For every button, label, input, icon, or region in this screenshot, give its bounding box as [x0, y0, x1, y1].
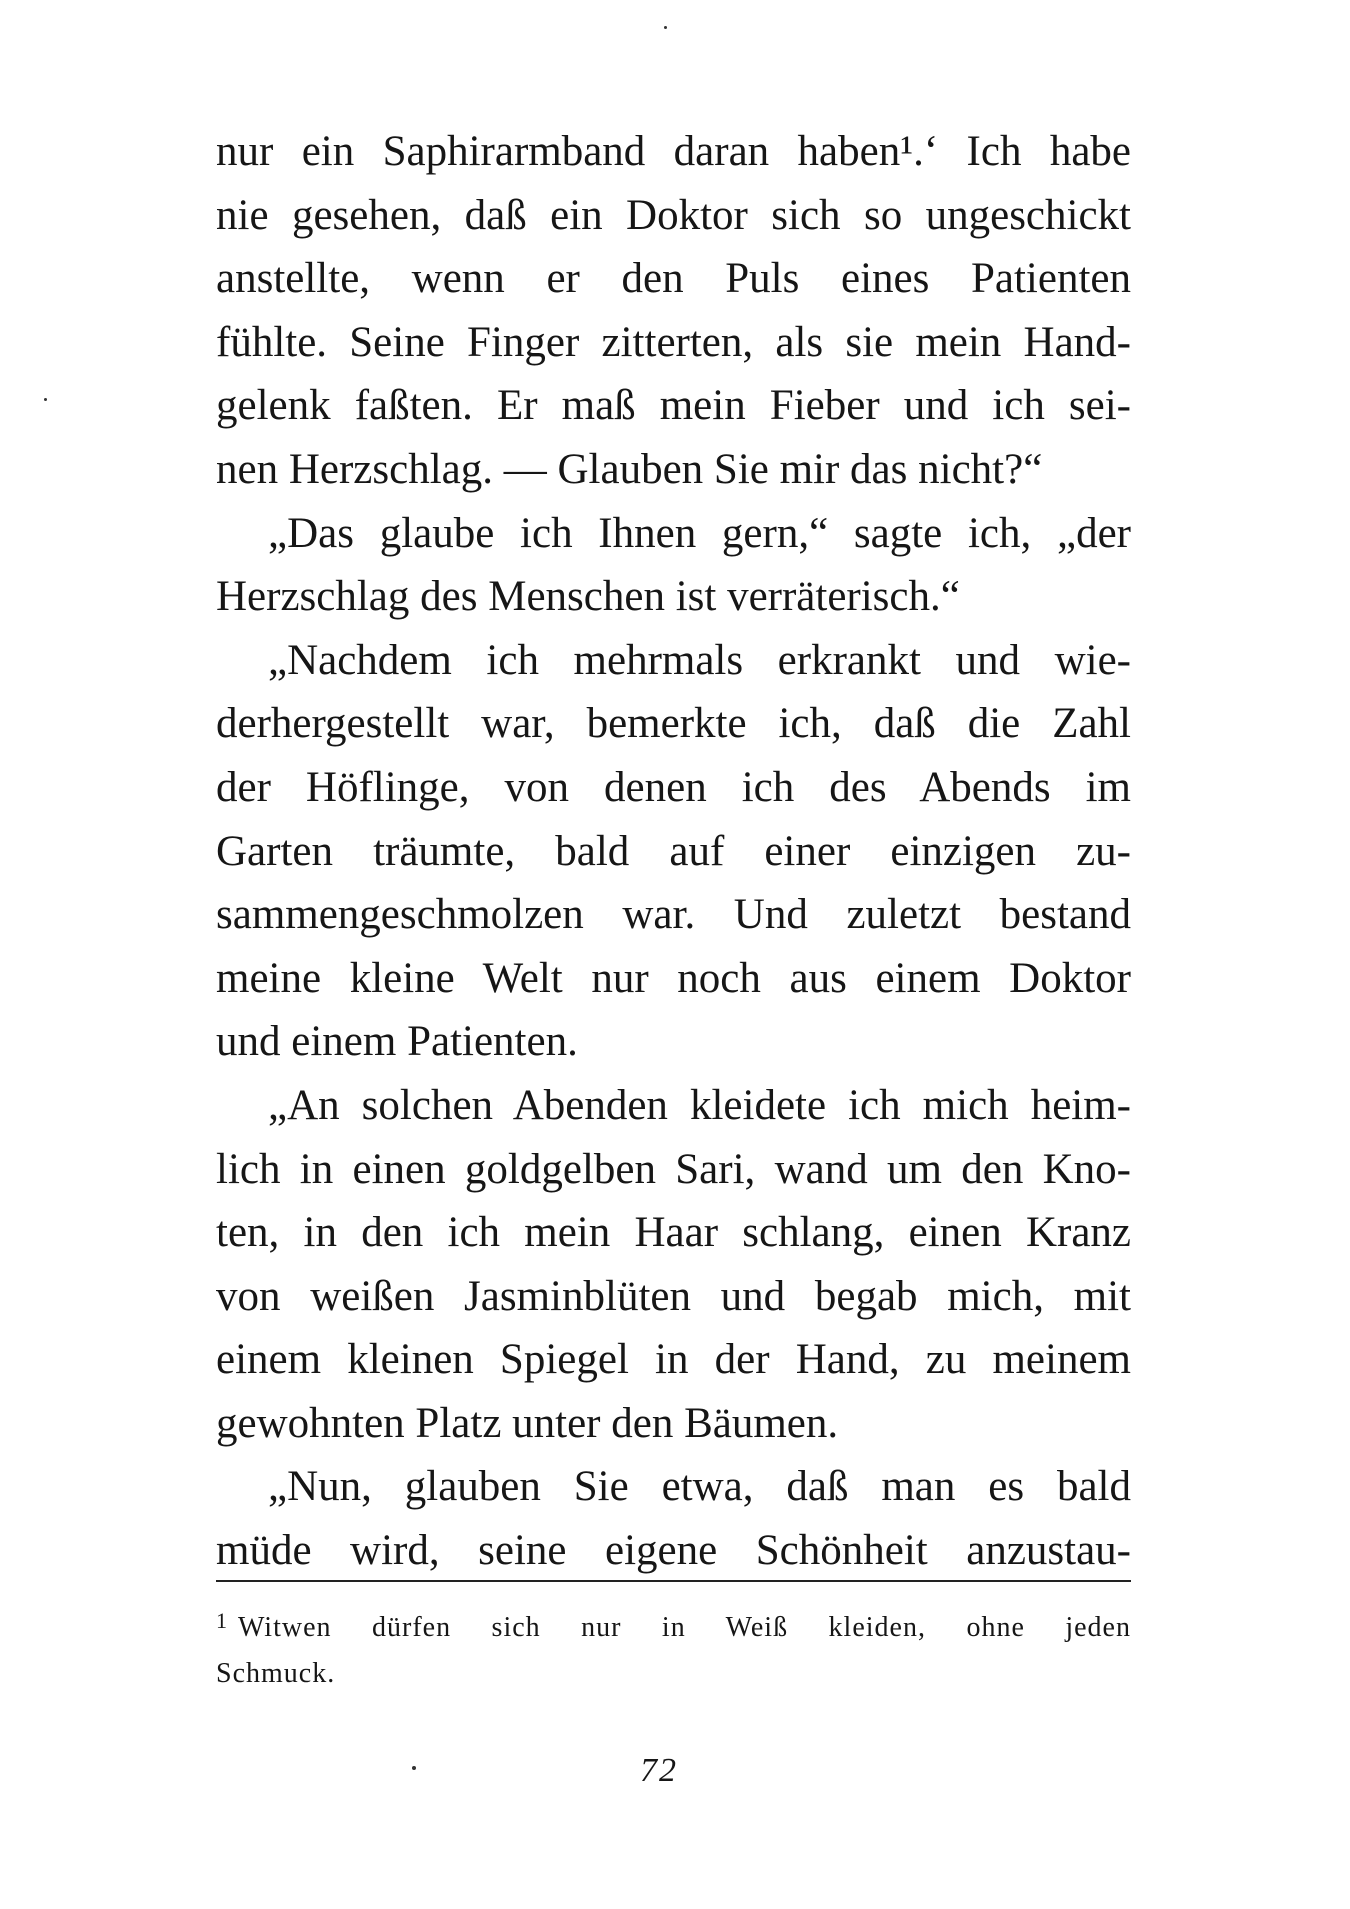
text-line: „Das glaube ich Ihnen gern,“ sagte ich, „der: [268, 509, 1131, 557]
page-number: 72: [640, 1752, 678, 1789]
text-line: nen Herzschlag. — Glauben Sie mir das nicht?“: [216, 445, 1043, 493]
text-line: „Nachdem ich mehrmals erkrankt und wie-: [268, 636, 1131, 684]
text-line: lich in einen goldgelben Sari, wand um den Kno-: [216, 1145, 1131, 1193]
text-line: und einem Patienten.: [216, 1018, 578, 1066]
text-line: müde wird, seine eigene Schönheit anzustau-: [216, 1527, 1131, 1575]
paper-speck: [44, 398, 47, 401]
text-line: Garten träumte, bald auf einer einzigen zu-: [216, 827, 1131, 875]
text-line: nur ein Saphirarmband daran haben¹.‘ Ich habe: [216, 128, 1131, 175]
footnote-rule: [216, 1580, 1131, 1582]
footnote-line-1: [216, 1598, 1131, 1651]
text-line: ten, in den ich mein Haar schlang, einen Kranz: [216, 1209, 1131, 1257]
main-text: [216, 120, 1131, 1583]
footnote-text-1: Witwen dürfen sich nur in Weiß kleiden, ohne jeden: [238, 1612, 1131, 1643]
text-line: Herzschlag des Menschen ist verräterisch.“: [216, 573, 960, 621]
text-line: gewohnten Platz unter den Bäumen.: [216, 1399, 839, 1447]
text-line: von weißen Jasminblüten und begab mich, mit: [216, 1272, 1131, 1320]
text-line: einem kleinen Spiegel in der Hand, zu meinem: [216, 1336, 1131, 1384]
footnote: [216, 1598, 1131, 1697]
paper-speck: [664, 26, 667, 29]
text-line: meine kleine Welt nur noch aus einem Doktor: [216, 954, 1131, 1002]
text-line: „Nun, glauben Sie etwa, daß man es bald: [268, 1463, 1131, 1511]
text-line: sammengeschmolzen war. Und zuletzt bestand: [216, 891, 1131, 939]
footnote-marker: 1: [216, 1608, 228, 1633]
text-line: fühlte. Seine Finger zitterten, als sie mein Hand-: [216, 318, 1131, 366]
text-line: derhergestellt war, bemerkte ich, daß die Zahl: [216, 700, 1131, 748]
text-line: anstellte, wenn er den Puls eines Patienten: [216, 255, 1131, 303]
text-line: nie gesehen, daß ein Doktor sich so ungeschickt: [216, 191, 1131, 239]
text-line: der Höflinge, von denen ich des Abends im: [216, 763, 1131, 811]
paper-speck: [412, 1766, 416, 1770]
text-line: „An solchen Abenden kleidete ich mich heim-: [268, 1081, 1131, 1129]
text-line: gelenk faßten. Er maß mein Fieber und ich sei-: [216, 382, 1131, 430]
footnote-line-2: Schmuck.: [216, 1658, 336, 1689]
